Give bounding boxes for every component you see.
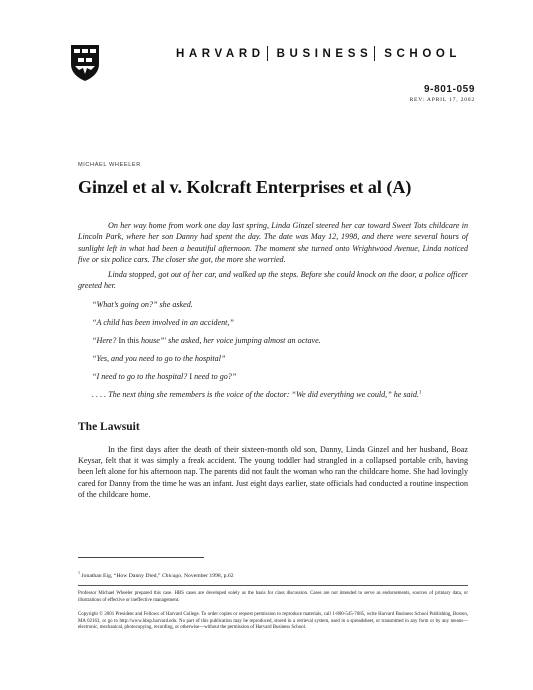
quote-line-1: “What’s going on?” she asked. xyxy=(92,300,193,309)
quote-text: “I need to go to the hospital? xyxy=(92,372,190,381)
case-title: Ginzel et al v. Kolcraft Enterprises et al (A) xyxy=(78,177,412,197)
quote-emphasis: In this xyxy=(118,336,139,345)
footnote-divider xyxy=(78,557,204,558)
quote-line-5 xyxy=(92,372,236,381)
footnote xyxy=(78,570,234,579)
section-body: In the first days after the death of their sixteen-month old son, Danny, Linda Ginzel and her husband, Boaz Keysar, felt that it was simply a freak accident. The young toddler had strangled in a collapsed portable crib, having been left alone for his afternoon nap. The parents did not fault the woman who ran the childcare home. She had lovingly cared for Danny from the time he was an infant. Just eight days earlier, state officials had conducted a routine inspection of the childcare home. xyxy=(78,445,468,499)
wordmark-divider xyxy=(374,46,375,61)
case-number: 9-801-059 xyxy=(424,84,475,95)
intro-paragraph-2: Linda stopped, got out of her car, and walked up the steps. Before she could knock on the door, a police officer greeted her. xyxy=(78,270,468,291)
copyright-notice: Copyright © 2001 President and Fellows of Harvard College. To order copies or request permission to reproduce materials, call 1-800-545-7685, write Harvard Business School Publishing, Boston, MA 02163, or go to http://www.hbsp.harvard.edu. No part of this publication may be reproduced, stored in a retrieval system, used in a spreadsheet, or transmitted in any form or by any means—electronic, mechanical, photocopying, recording, or otherwise—without the permission of Harvard Business School. xyxy=(78,612,468,631)
wordmark-school: SCHOOL xyxy=(384,47,462,60)
quote-emphasis: I xyxy=(189,372,193,381)
quote-text: “Here? xyxy=(92,336,119,345)
quote-text: ' she asked, her voice jumping almost an octave. xyxy=(164,336,321,345)
intro-paragraph-1: On her way home from work one day last spring, Linda Ginzel steered her car toward Sweet Tots childcare in Lincoln Park, where her son Danny had spent the day. The date was May 12, 1998, and there were several hours of sunlight left in what had been a beautiful afternoon. The moment she turned onto Wrightwood Avenue, Linda noticed five or six police cars. The closer she got, the more she worried. xyxy=(78,221,468,265)
footnote-text: Jonathan Eig, “How Danny Died,” xyxy=(80,572,162,579)
footnote-publication: Chicago xyxy=(161,572,182,579)
quote-line-4: “Yes, and you need to go to the hospital” xyxy=(92,354,226,363)
wordmark-business: BUSINESS xyxy=(276,47,373,60)
footnote-reference[interactable]: 1 xyxy=(418,390,422,396)
quote-line-6 xyxy=(92,390,421,399)
author-name: MICHAEL WHEELER xyxy=(78,162,141,168)
quote-text: . . . . The next thing she remembers is the voice of the doctor: “We did everything we could,” he said. xyxy=(92,390,419,399)
wordmark-harvard: HARVARD xyxy=(176,47,265,60)
quote-text: house” xyxy=(138,336,165,345)
section-heading: The Lawsuit xyxy=(78,421,140,433)
harvard-shield-icon xyxy=(70,44,100,82)
quote-line-3 xyxy=(92,336,321,345)
quote-line-2: “A child has been involved in an accident,” xyxy=(92,318,234,327)
footnote-number: 1 xyxy=(78,570,80,575)
revision-date: REV: APRIL 17, 2002 xyxy=(409,97,475,103)
quote-text: need to go?” xyxy=(192,372,237,381)
footnote-text: , November 1998, p.62 xyxy=(181,572,234,579)
school-wordmark xyxy=(176,46,476,61)
fine-print-divider xyxy=(78,585,468,586)
wordmark-divider xyxy=(267,46,268,61)
case-disclaimer: Professor Michael Wheeler prepared this case. HBS cases are developed solely as the basis for class discussion. Cases are not intended to serve as endorsements, sources of primary data, or illustrations of effective or ineffective management. xyxy=(78,591,468,603)
